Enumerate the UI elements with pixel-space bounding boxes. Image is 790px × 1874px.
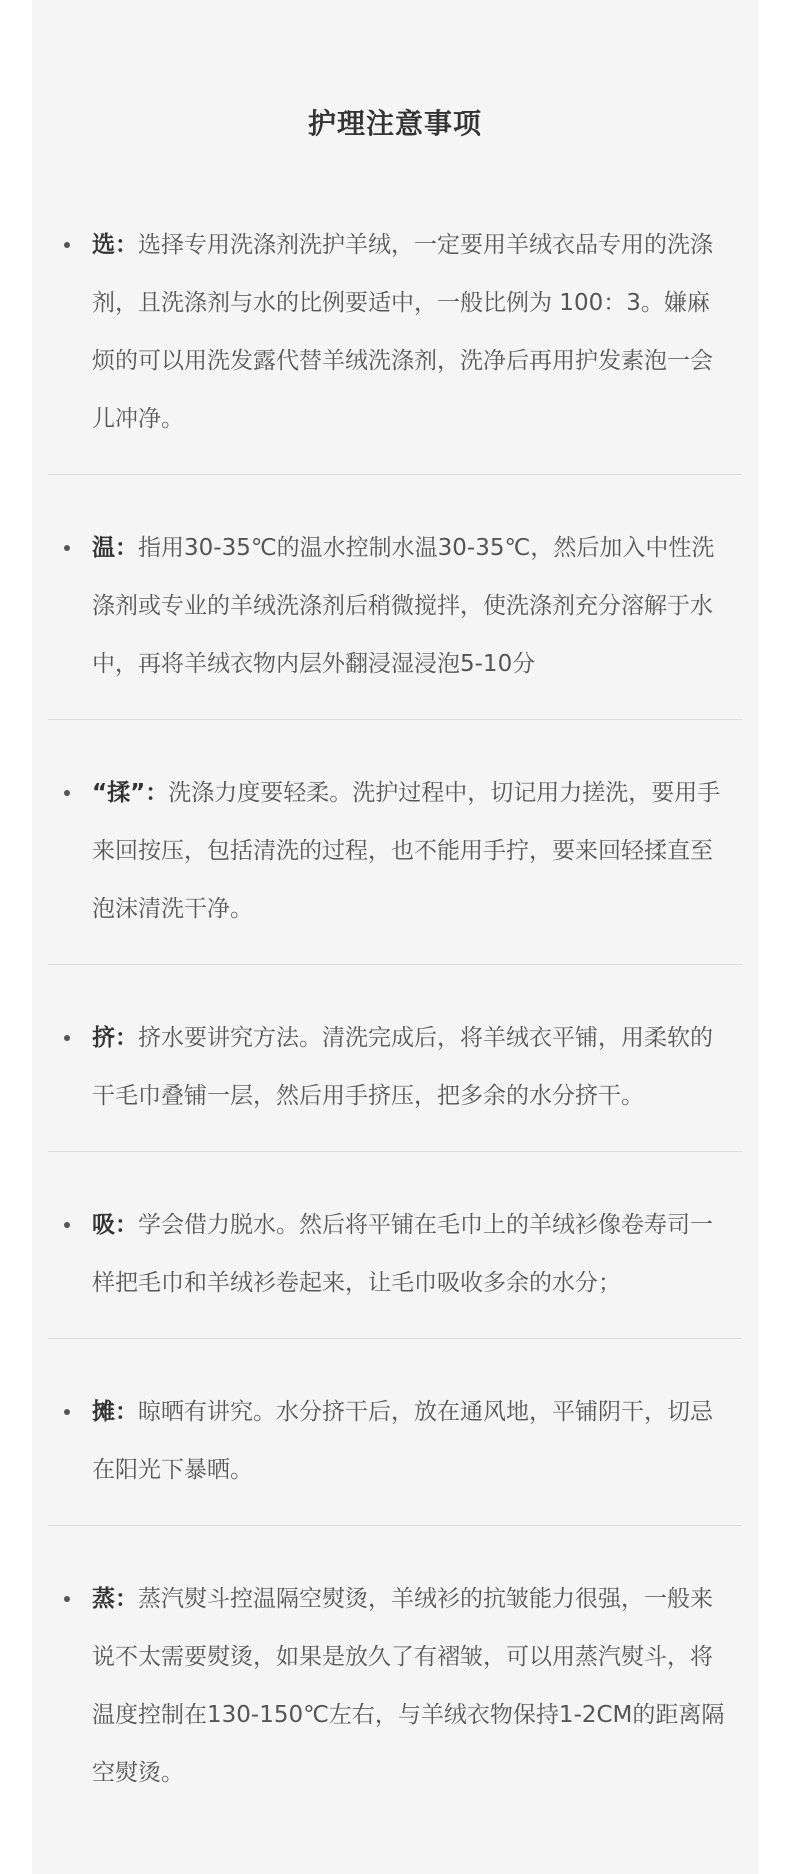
item-label: 温： — [92, 535, 138, 561]
bullet-icon — [64, 790, 70, 796]
divider — [48, 1525, 742, 1526]
bullet-icon — [64, 1409, 70, 1415]
page-title: 护理注意事项 — [307, 107, 482, 140]
list-item-spread — [48, 1383, 742, 1499]
item-text: 晾晒有讲究。水分挤干后，放在通风地，平铺阴干，切忌在阳光下暴晒。 — [92, 1399, 713, 1483]
item-label: 吸： — [92, 1212, 138, 1238]
divider — [48, 474, 742, 475]
item-text: 学会借力脱水。然后将平铺在毛巾上的羊绒衫像卷寿司一样把毛巾和羊绒衫卷起来，让毛巾吸收多余的水分； — [92, 1212, 713, 1296]
bullet-icon — [64, 242, 70, 248]
item-text: 选择专用洗涤剂洗护羊绒，一定要用羊绒衣品专用的洗涤剂，且洗涤剂与水的比例要适中，一般比例为 100：3。嫌麻烦的可以用洗发露代替羊绒洗涤剂，洗净后再用护发素泡一会儿冲净。 — [92, 232, 713, 432]
list-item-squeeze — [48, 1009, 742, 1125]
item-text: 指用30-35℃的温水控制水温30-35℃，然后加入中性洗涤剂或专业的羊绒洗涤剂后稍微搅拌，使洗涤剂充分溶解于水中，再将羊绒衣物内层外翻浸湿浸泡5-10分 — [92, 535, 715, 677]
list-item-knead — [48, 764, 742, 938]
list-item-absorb — [48, 1196, 742, 1312]
divider — [48, 1151, 742, 1152]
care-instructions-card — [32, 0, 758, 1874]
item-text: 洗涤力度要轻柔。洗护过程中，切记用力搓洗，要用手来回按压，包括清洗的过程，也不能用手拧，要来回轻揉直至泡沫清洗干净。 — [92, 780, 721, 922]
divider — [48, 1338, 742, 1339]
list-item-temperature — [48, 519, 742, 693]
bullet-icon — [64, 545, 70, 551]
bullet-icon — [64, 1035, 70, 1041]
bullet-icon — [64, 1222, 70, 1228]
list-item-steam — [48, 1570, 742, 1802]
item-label: “揉”： — [92, 780, 169, 806]
divider — [48, 719, 742, 720]
item-text: 挤水要讲究方法。清洗完成后，将羊绒衣平铺，用柔软的干毛巾叠铺一层，然后用手挤压，把多余的水分挤干。 — [92, 1025, 713, 1109]
item-text: 蒸汽熨斗控温隔空熨烫，羊绒衫的抗皱能力很强，一般来说不太需要熨烫，如果是放久了有褶皱，可以用蒸汽熨斗，将温度控制在130-150℃左右，与羊绒衣物保持1-2CM的距离隔空熨烫。 — [92, 1586, 725, 1786]
bullet-icon — [64, 1596, 70, 1602]
item-label: 挤： — [92, 1025, 138, 1051]
list-item-select — [48, 216, 742, 448]
divider — [48, 964, 742, 965]
item-label: 蒸： — [92, 1586, 138, 1612]
item-label: 选： — [92, 232, 138, 258]
care-list — [48, 216, 742, 1802]
item-label: 摊： — [92, 1399, 138, 1425]
